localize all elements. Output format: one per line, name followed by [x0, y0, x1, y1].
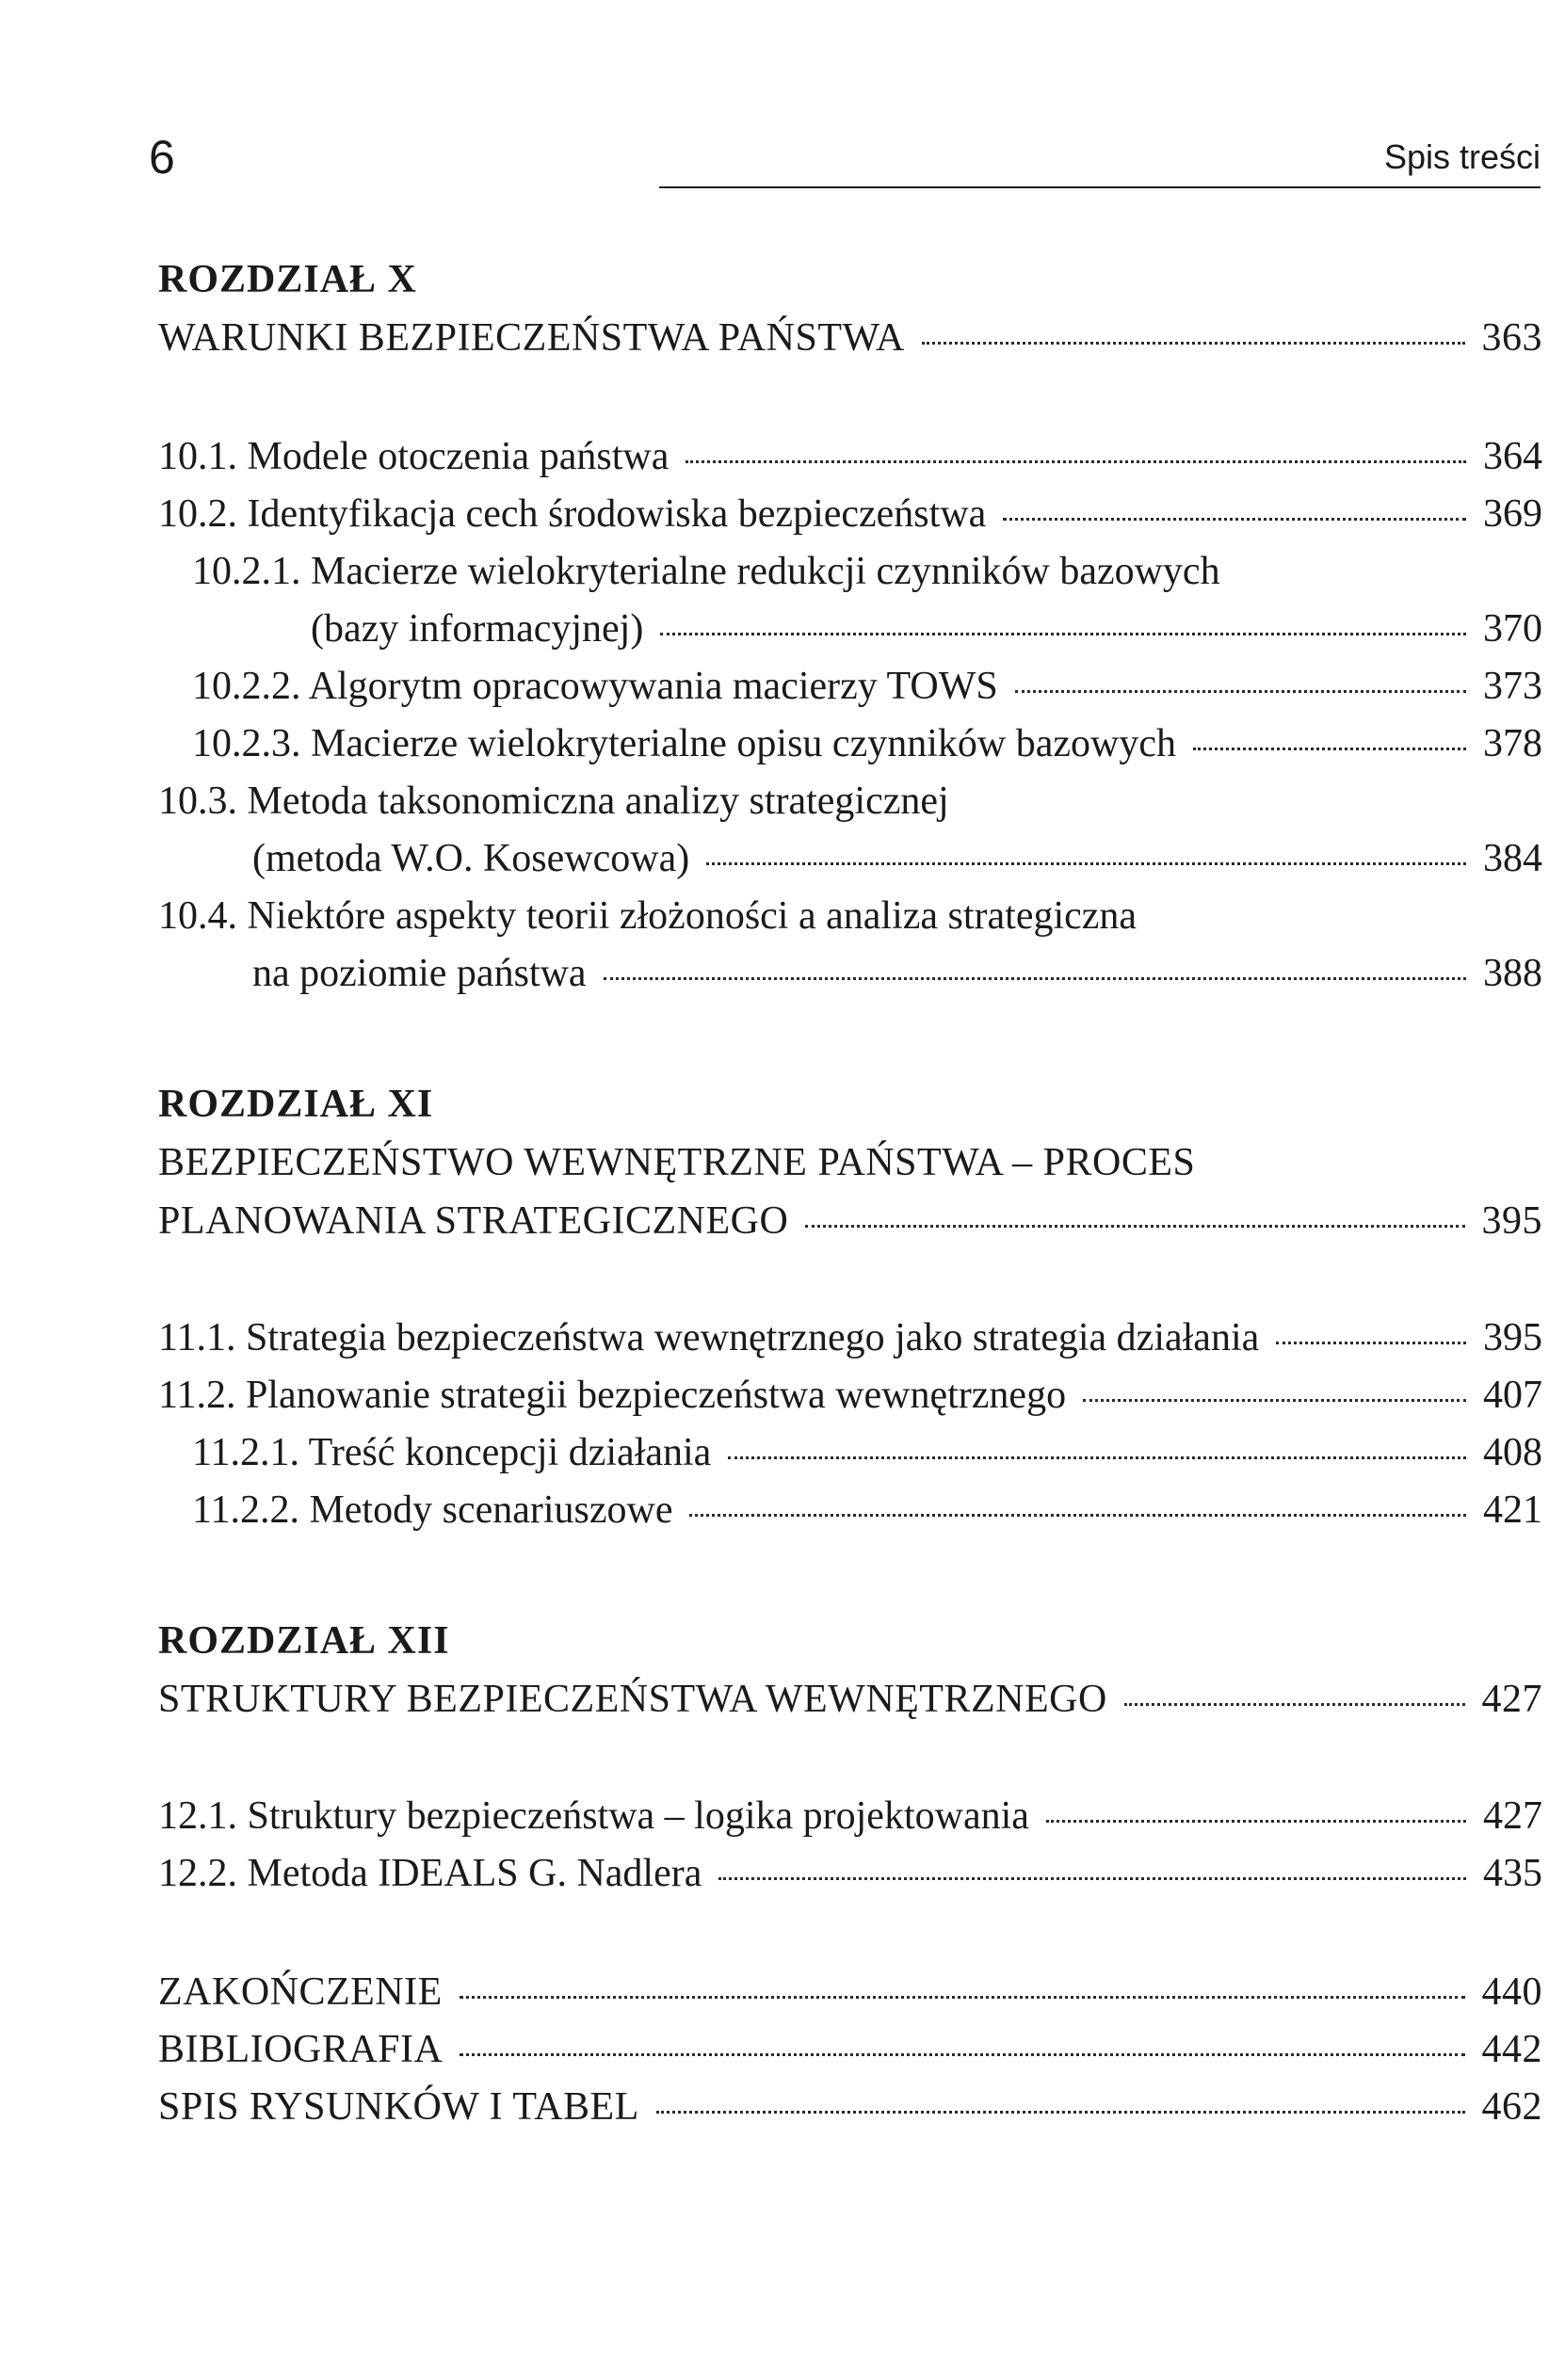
chapter-title-line1: BEZPIECZEŃSTWO WEWNĘTRZNE PAŃSTWA – PROCES [158, 1141, 1196, 1184]
toc-entry: 10.1. Modele otoczenia państwa 364 [158, 435, 1542, 478]
toc-entry: 11.2.1. Treść koncepcji działania 408 [192, 1431, 1542, 1474]
chapter-label: ROZDZIAŁ XI [158, 1083, 434, 1126]
toc-entry: na poziomie państwa 388 [252, 952, 1542, 995]
toc-entry: 11.1. Strategia bezpieczeństwa wewnętrznego jako strategia działania 395 [158, 1316, 1542, 1359]
toc-entry: 12.2. Metoda IDEALS G. Nadlera 435 [158, 1852, 1542, 1895]
end-matter-entry: ZAKOŃCZENIE 440 [158, 1970, 1542, 2014]
toc-entry: 11.2. Planowanie strategii bezpieczeństwa wewnętrznego 407 [158, 1374, 1542, 1417]
toc-entry: 11.2.2. Metody scenariuszowe 421 [192, 1488, 1542, 1532]
chapter-label: ROZDZIAŁ XII [158, 1619, 450, 1663]
chapter-title: WARUNKI BEZPIECZEŃSTWA PAŃSTWA 363 [158, 316, 1542, 360]
running-head: Spis treści [1383, 137, 1541, 176]
chapter-title: STRUKTURY BEZPIECZEŃSTWA WEWNĘTRZNEGO 427 [158, 1678, 1542, 1721]
toc-entry: 10.2.2. Algorytm opracowywania macierzy TOWS 373 [192, 665, 1542, 708]
toc-entry-line1: 10.4. Niektóre aspekty teorii złożoności a analiza strategiczna [158, 894, 1137, 938]
toc-entry-line1: 10.2.1. Macierze wielokryterialne redukcji czynników bazowych [192, 550, 1220, 593]
chapter-title: PLANOWANIA STRATEGICZNEGO 395 [158, 1199, 1542, 1243]
toc-entry: 12.1. Struktury bezpieczeństwa – logika projektowania 427 [158, 1794, 1542, 1838]
toc-entry-line1: 10.3. Metoda taksonomiczna analizy strategicznej [158, 780, 949, 823]
chapter-label: ROZDZIAŁ X [158, 258, 417, 301]
toc-entry: (metoda W.O. Kosewcowa) 384 [252, 837, 1542, 880]
toc-entry: 10.2.3. Macierze wielokryterialne opisu czynników bazowych 378 [192, 722, 1542, 765]
toc-entry: (bazy informacyjnej) 370 [311, 607, 1542, 651]
header-rule [659, 186, 1541, 188]
end-matter-entry: SPIS RYSUNKÓW I TABEL 462 [158, 2085, 1542, 2129]
toc-entry: 10.2. Identyfikacja cech środowiska bezpieczeństwa 369 [158, 492, 1542, 536]
page-number: 6 [149, 131, 175, 184]
end-matter-entry: BIBLIOGRAFIA 442 [158, 2028, 1542, 2071]
